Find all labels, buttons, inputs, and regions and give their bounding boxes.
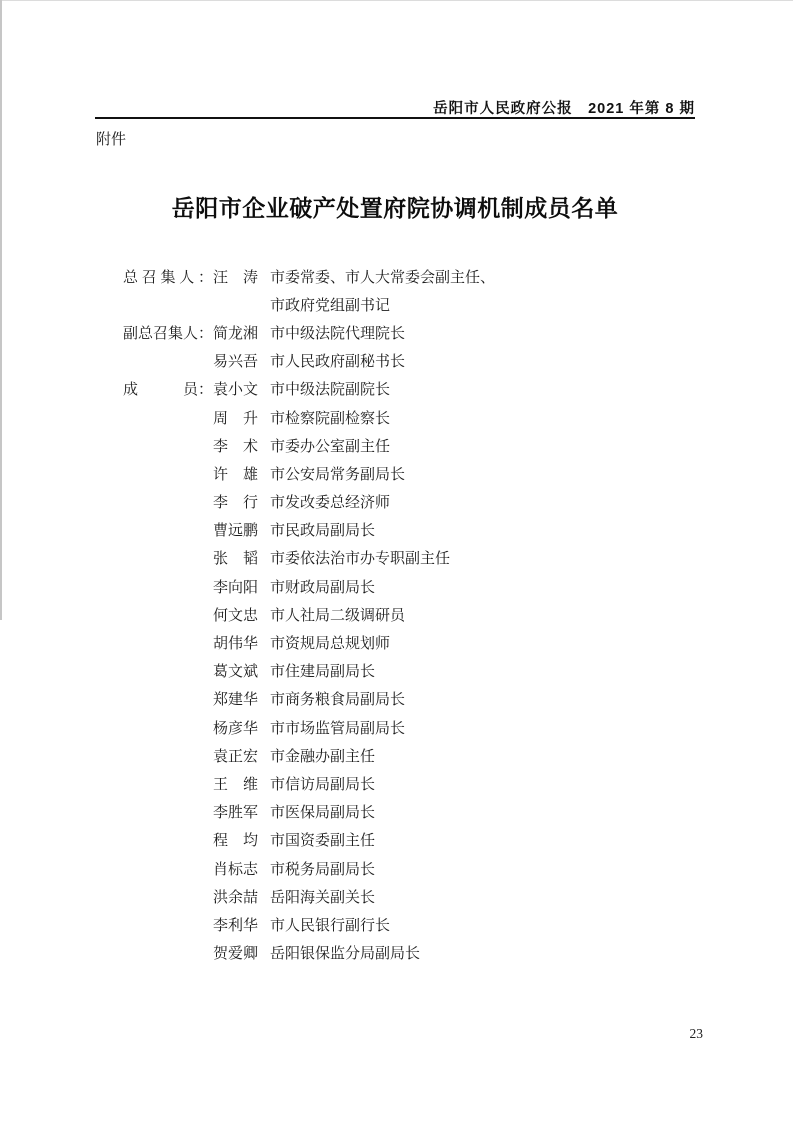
- roster-row: [123, 854, 703, 882]
- member-position: 岳阳银保监分局副局长: [270, 946, 421, 963]
- roster-row: [123, 769, 703, 797]
- member-position: 市委依法治市办专职副主任: [270, 551, 451, 568]
- roster-row: [123, 910, 703, 938]
- member-position: 市税务局副局长: [270, 861, 376, 878]
- member-name: 李胜军: [213, 805, 259, 822]
- page-title: 岳阳市企业破产处置府院协调机制成员名单: [171, 196, 619, 221]
- roster-row: [123, 713, 703, 741]
- member-name: 许 雄: [213, 466, 259, 483]
- member-name: 杨彦华: [213, 720, 259, 737]
- attachment-label: 附件: [96, 132, 127, 148]
- member-name: 曹远鹏: [213, 523, 259, 540]
- member-position: 市医保局副局长: [270, 805, 376, 822]
- roster-row: [123, 882, 703, 910]
- roster-row: [123, 431, 703, 459]
- member-name: 胡伟华: [213, 636, 259, 653]
- roster-row: [123, 657, 703, 685]
- roster-row: [123, 262, 703, 290]
- roster-row: [123, 741, 703, 769]
- member-name: 李 术: [213, 438, 259, 455]
- member-name: 李 行: [213, 495, 259, 512]
- member-position: 市人民政府副秘书长: [270, 354, 406, 371]
- roster-row: [123, 459, 703, 487]
- member-name: 葛文斌: [213, 664, 259, 681]
- member-name: 易兴吾: [213, 354, 259, 371]
- member-name: 何文忠: [213, 607, 259, 624]
- roster-row: [123, 488, 703, 516]
- member-name: 袁正宏: [213, 748, 259, 765]
- member-position: 市市场监管局副局长: [270, 720, 406, 737]
- member-position: 市国资委副主任: [270, 833, 376, 850]
- roster-row: [123, 544, 703, 572]
- member-position: 市民政局副局长: [270, 523, 376, 540]
- member-name: 张 韬: [213, 551, 259, 568]
- member-name: 王 维: [213, 776, 259, 793]
- member-name: 郑建华: [213, 692, 259, 709]
- roster-row: [123, 826, 703, 854]
- roster-row: [123, 798, 703, 826]
- member-name: 肖标志: [213, 861, 259, 878]
- role-group-label: 成 员：: [123, 382, 214, 399]
- roster-row: [123, 347, 703, 375]
- member-position: 市检察院副检察长: [270, 410, 391, 427]
- member-position: 岳阳海关副关长: [270, 889, 376, 906]
- roster-row: [123, 403, 703, 431]
- member-position: 市信访局副局长: [270, 776, 376, 793]
- member-name: 程 均: [213, 833, 259, 850]
- member-position: 市委常委、市人大常委会副主任、: [270, 269, 496, 286]
- member-position: 市住建局副局长: [270, 664, 376, 681]
- member-name: 贺爱卿: [213, 946, 259, 963]
- header-rule: [95, 117, 695, 119]
- role-group-label: 总召集人：: [123, 269, 213, 286]
- roster-row: [123, 572, 703, 600]
- role-group-label: 副总召集人：: [123, 325, 214, 342]
- member-name: 简龙湘: [213, 325, 259, 342]
- roster-row: [123, 600, 703, 628]
- scan-edge-top: [0, 0, 793, 1]
- roster-row: [123, 290, 703, 318]
- page-number: 23: [689, 1026, 703, 1041]
- member-position: 市商务粮食局副局长: [270, 692, 406, 709]
- member-position: 市人民银行副行长: [270, 917, 391, 934]
- member-position: 市金融办副主任: [270, 748, 376, 765]
- roster-row: [123, 318, 703, 346]
- member-position: 市发改委总经济师: [270, 495, 391, 512]
- member-position: 市人社局二级调研员: [270, 607, 406, 624]
- member-name: 李向阳: [213, 579, 259, 596]
- member-name: 李利华: [213, 917, 259, 934]
- roster-row: [123, 375, 703, 403]
- member-position: 市公安局常务副局长: [270, 466, 406, 483]
- member-name: 袁小文: [213, 382, 259, 399]
- roster-row: [123, 516, 703, 544]
- roster-row: [123, 685, 703, 713]
- member-position: 市委办公室副主任: [270, 438, 391, 455]
- member-name: 汪 涛: [213, 269, 259, 286]
- roster-row: [123, 628, 703, 656]
- member-name: 周 升: [213, 410, 259, 427]
- gazette-header: 岳阳市人民政府公报 2021 年第 8 期: [433, 101, 695, 117]
- member-position: 市资规局总规划师: [270, 636, 391, 653]
- roster-row: [123, 939, 703, 967]
- member-position: 市中级法院代理院长: [270, 325, 406, 342]
- member-position: 市中级法院副院长: [270, 382, 391, 399]
- scan-edge-left: [0, 0, 2, 620]
- member-roster: [123, 262, 703, 967]
- member-position: 市财政局副局长: [270, 579, 376, 596]
- member-name: 洪余喆: [213, 889, 259, 906]
- member-position: 市政府党组副书记: [270, 297, 391, 314]
